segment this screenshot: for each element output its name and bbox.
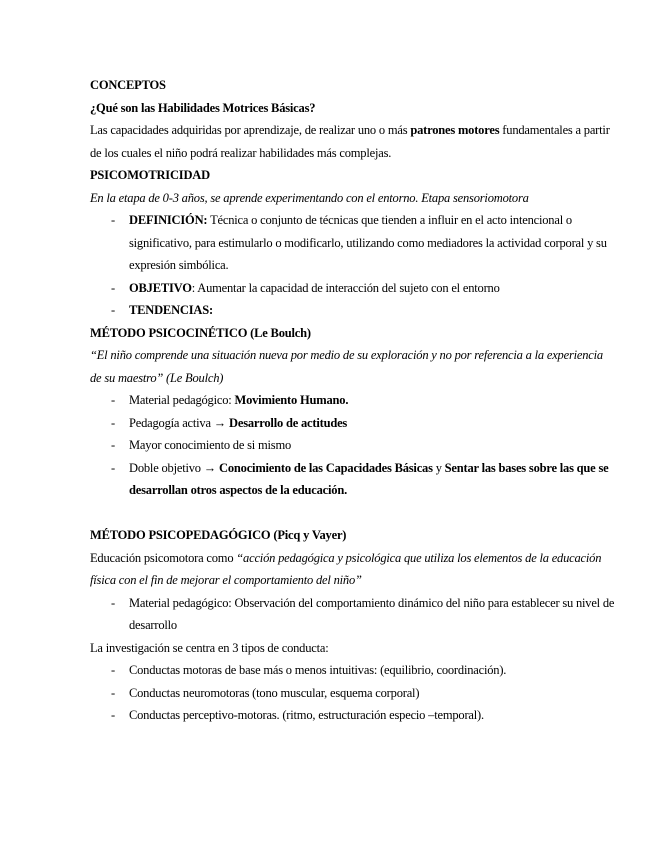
heading-psicomotricidad: PSICOMOTRICIDAD (90, 168, 210, 182)
definicion-label: DEFINICIÓN: (129, 213, 208, 227)
list-item (90, 659, 615, 682)
conducta-text: Conductas motoras de base más o menos intuitivas: (equilibrio, coordinación). (129, 663, 507, 677)
definition-text-start: Las capacidades adquiridas por aprendizaje, de realizar uno o más (90, 123, 411, 137)
list-item (90, 457, 615, 502)
psicopedagogico-list (90, 592, 615, 637)
definicion-text: Técnica o conjunto de técnicas que tienden a influir en el acto intencional o significativo, para estimularlo o modificarlo, utilizando como mediadores la actividad corporal y su expresión simbólica. (129, 213, 607, 272)
psicopedagogico-material: Material pedagógico: Observación del comportamiento dinámico del niño para establecer su nivel de desarrollo (129, 595, 615, 632)
psicomotricidad-list (90, 209, 615, 322)
objetivo-label: OBJETIVO (129, 280, 192, 295)
pedagogia-bold: Desarrollo de actitudes (229, 415, 348, 430)
bullet-dash: - (111, 663, 115, 677)
list-item (90, 389, 615, 412)
tendencias-label: TENDENCIAS: (129, 303, 213, 317)
arrow-icon: → (203, 460, 217, 475)
educacion-paragraph (90, 547, 615, 592)
bullet-dash: - (111, 280, 115, 295)
bullet-dash: - (111, 213, 115, 227)
list-item (90, 434, 615, 457)
doble-bold-1: Conocimiento de las Capacidades Básicas (219, 460, 433, 475)
definition-text-end: fundamentales a partir de los cuales el niño podrá realizar habilidades más complejas. (90, 123, 610, 160)
stage-note: En la etapa de 0-3 años, se aprende experimentando con el entorno. Etapa sensoriomotora (90, 190, 529, 205)
list-item (90, 299, 615, 322)
pedagogia-text: Pedagogía activa (129, 415, 214, 430)
list-item (90, 277, 615, 300)
educacion-quote: “acción pedagógica y psicológica que utiliza los elementos de la educación física con el fin de mejorar el comportamiento del niño” (90, 550, 602, 587)
investigacion-paragraph: La investigación se centra en 3 tipos de conducta: (90, 640, 329, 655)
list-item (90, 209, 615, 277)
conocimiento-text: Mayor conocimiento de si mismo (129, 438, 292, 452)
heading-psicopedagogico: MÉTODO PSICOPEDAGÓGICO (Picq y Vayer) (90, 528, 347, 542)
material-text: Material pedagógico: (129, 393, 235, 407)
definition-paragraph (90, 119, 615, 164)
list-item (90, 412, 615, 435)
blank-line (90, 502, 615, 525)
heading-conceptos: CONCEPTOS (90, 78, 166, 92)
list-item (90, 682, 615, 705)
bullet-dash: - (111, 415, 115, 430)
doble-bold-2: Sentar las bases sobre las que se desarrollan otros aspectos de la educación. (129, 460, 609, 497)
definition-bold-term: patrones motores (410, 123, 500, 137)
doble-mid: y (432, 460, 445, 475)
question-heading: ¿Qué son las Habilidades Motrices Básicas? (90, 100, 316, 115)
arrow-icon: → (213, 415, 227, 430)
objetivo-text: : Aumentar la capacidad de interacción del sujeto con el entorno (191, 280, 500, 295)
psicocinetico-list (90, 389, 615, 502)
educacion-text: Educación psicomotora como (90, 550, 237, 565)
bullet-dash: - (111, 460, 115, 475)
bullet-dash: - (111, 438, 115, 452)
bullet-dash: - (111, 393, 115, 407)
conducta-text: Conductas neuromotoras (tono muscular, esquema corporal) (129, 685, 420, 700)
heading-psicocinetico: MÉTODO PSICOCINÉTICO (Le Boulch) (90, 325, 311, 340)
quote-psicocinetico: “El niño comprende una situación nueva por medio de su exploración y no por referencia a la experiencia de su maestro” (Le Boulch) (90, 348, 603, 385)
bullet-dash: - (111, 303, 115, 317)
bullet-dash: - (111, 685, 115, 700)
bullet-dash: - (111, 708, 115, 722)
list-item (90, 592, 615, 637)
material-bold: Movimiento Humano. (234, 393, 349, 407)
list-item (90, 704, 615, 727)
bullet-dash: - (111, 595, 115, 610)
doble-text: Doble objetivo (129, 460, 204, 475)
conductas-list (90, 659, 615, 727)
conducta-text: Conductas perceptivo-motoras. (ritmo, estructuración especio –temporal). (129, 708, 484, 722)
